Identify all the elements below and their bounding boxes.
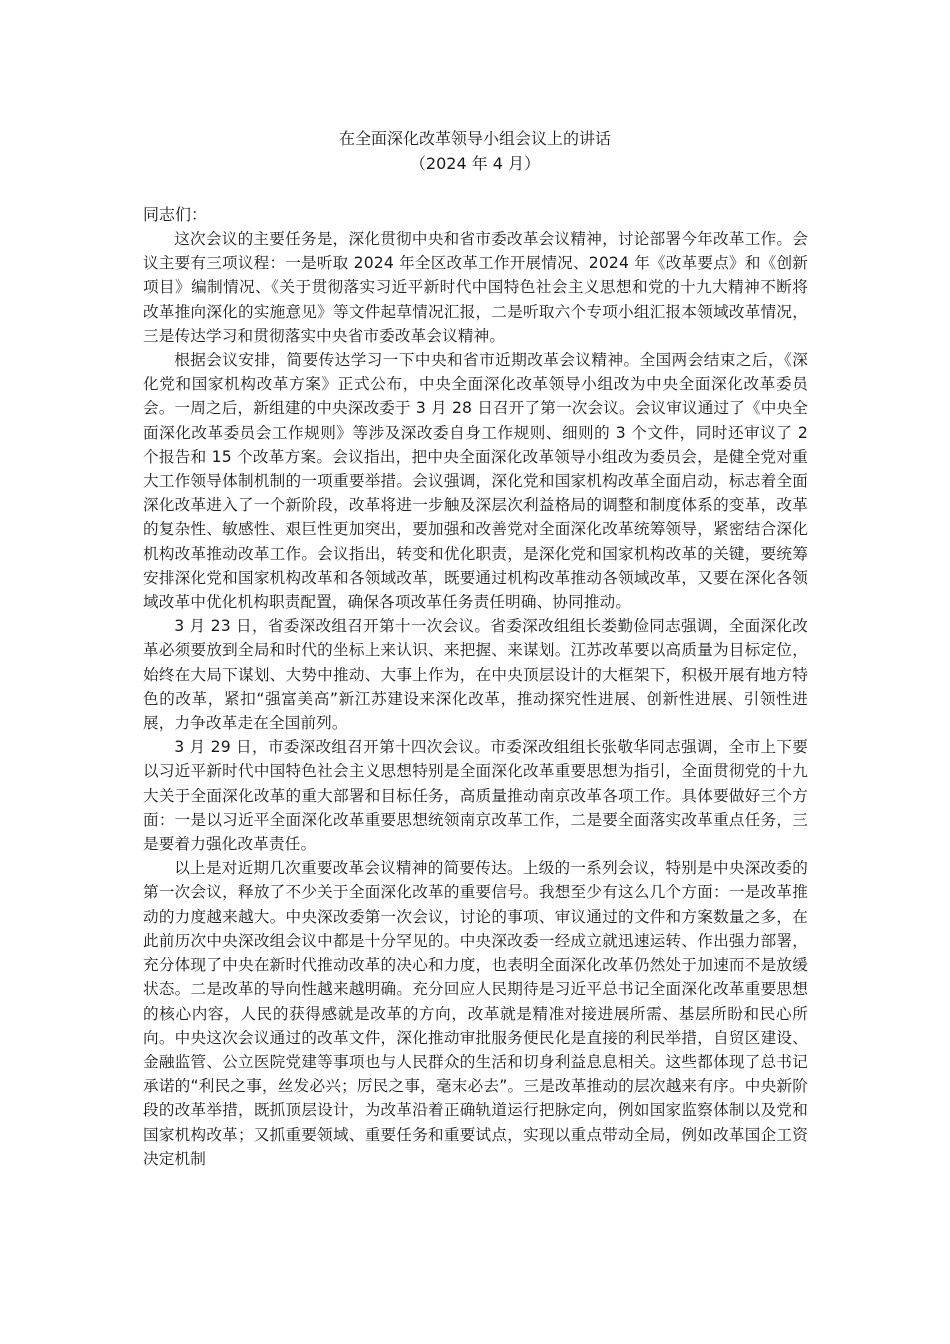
paragraph: 3 月 29 日，市委深改组召开第十四次会议。市委深改组组长张敬华同志强调，全市上下要以习近平新时代中国特色社会主义思想特别是全面深化改革重要思想为指引，全面贯彻党的十九大关于全面深化改革的重大部署和目标任务，高质量推动南京改革各项工作。具体要做好三个方面：一是以习近平全面深化改革重要思想统领南京改革工作，二是要全面落实改革重点任务，三是要着力强化改革责任。 bbox=[143, 738, 808, 854]
paragraph: 这次会议的主要任务是，深化贯彻中央和省市委改革会议精神，讨论部署今年改革工作。会议主要有三项议程：一是听取 2024 年全区改革工作开展情况、2024 年《改革要点》和《创新项目》编制情况、《关于贯彻落实习近平新时代中国特色社会主义思想和党的十九大精神不断将改革推向深化的实施意见》等文件起草情况汇报，二是听取六个专项小组汇报本领域改革情况，三是传达学习和贯彻落实中央省市委改革会议精神。 bbox=[143, 230, 808, 345]
paragraph: 3 月 23 日，省委深改组召开第十一次会议。省委深改组组长娄勤俭同志强调，全面深化改革必须要放到全局和时代的坐标上来认识、来把握、来谋划。江苏改革要以高质量为目标定位，始终在大局下谋划、大势中推动、大事上作为，在中央顶层设计的大框架下，积极开展有地方特色的改革，紧扣“强富美高”新江苏建设来深化改革，推动探究性进展、创新性进展、引领性进展，力争改革走在全国前列。 bbox=[143, 617, 808, 733]
paragraph: 根据会议安排，简要传达学习一下中央和省市近期改革会议精神。全国两会结束之后，《深化党和国家机构改革方案》正式公布，中央全面深化改革领导小组改为中央全面深化改革委员会。一周之后，新组建的中央深改委于 3 月 28 日召开了第一次会议。会议审议通过了《中央全面深化改革委员会工作规则》等涉及深改委自身工作规则、细则的 3 个文件，同时还审议了 2 个报告和 15 个改革方案。会议指出，把中央全面深化改革领导小组改为委员会，是健全党对重大工作领导体制机制的一项重要举措。会议强调，深化党和国家机构改革全面启动，标志着全面深化改革进入了一个新阶段，改革将进一步触及深层次利益格局的调整和制度体系的变革，改革的复杂性、敏感性、艰巨性更加突出，要加强和改善党对全面深化改革统筹领导，紧密结合深化机构改革推动改革工作。会议指出，转变和优化职责，是深化党和国家机构改革的关键，要统筹安排深化党和国家机构改革和各领域改革，既要通过机构改革推动各领域改革，又要在深化各领域改革中优化机构职责配置，确保各项改革任务责任明确、协同推动。 bbox=[143, 351, 808, 612]
greeting: 同志们： bbox=[143, 205, 208, 224]
document-date: （2024 年 4 月） bbox=[409, 154, 541, 173]
document-body bbox=[143, 227, 808, 1171]
document-title: 在全面深化改革领导小组会议上的讲话 bbox=[338, 129, 611, 148]
paragraph: 以上是对近期几次重要改革会议精神的简要传达。上级的一系列会议，特别是中央深改委的第一次会议，释放了不少关于全面深化改革的重要信号。我想至少有这么几个方面：一是改革推动的力度越来越大。中央深改委第一次会议，讨论的事项、审议通过的文件和方案数量之多，在此前历次中央深改组会议中都是十分罕见的。中央深改委一经成立就迅速运转、作出强力部署，充分体现了中央在新时代推动改革的决心和力度，也表明全面深化改革仍然处于加速而不是放缓状态。二是改革的导向性越来越明确。充分回应人民期待是习近平总书记全面深化改革重要思想的核心内容，人民的获得感就是改革的方向，改革就是精准对接进展所需、基层所盼和民心所向。中央这次会议通过的改革文件，深化推动审批服务便民化是直接的利民举措，自贸区建设、金融监管、公立医院党建等事项也与人民群众的生活和切身利益息息相关。这些都体现了总书记承诺的“利民之事，丝发必兴；厉民之事，毫末必去”。三是改革推动的层次越来有序。中央新阶段的改革举措，既抓顶层设计，为改革沿着正确轨道运行把脉定向，例如国家监察体制以及党和国家机构改革；又抓重要领域、重要任务和重要试点，实现以重点带动全局，例如改革国企工资决定机制 bbox=[143, 859, 808, 1168]
